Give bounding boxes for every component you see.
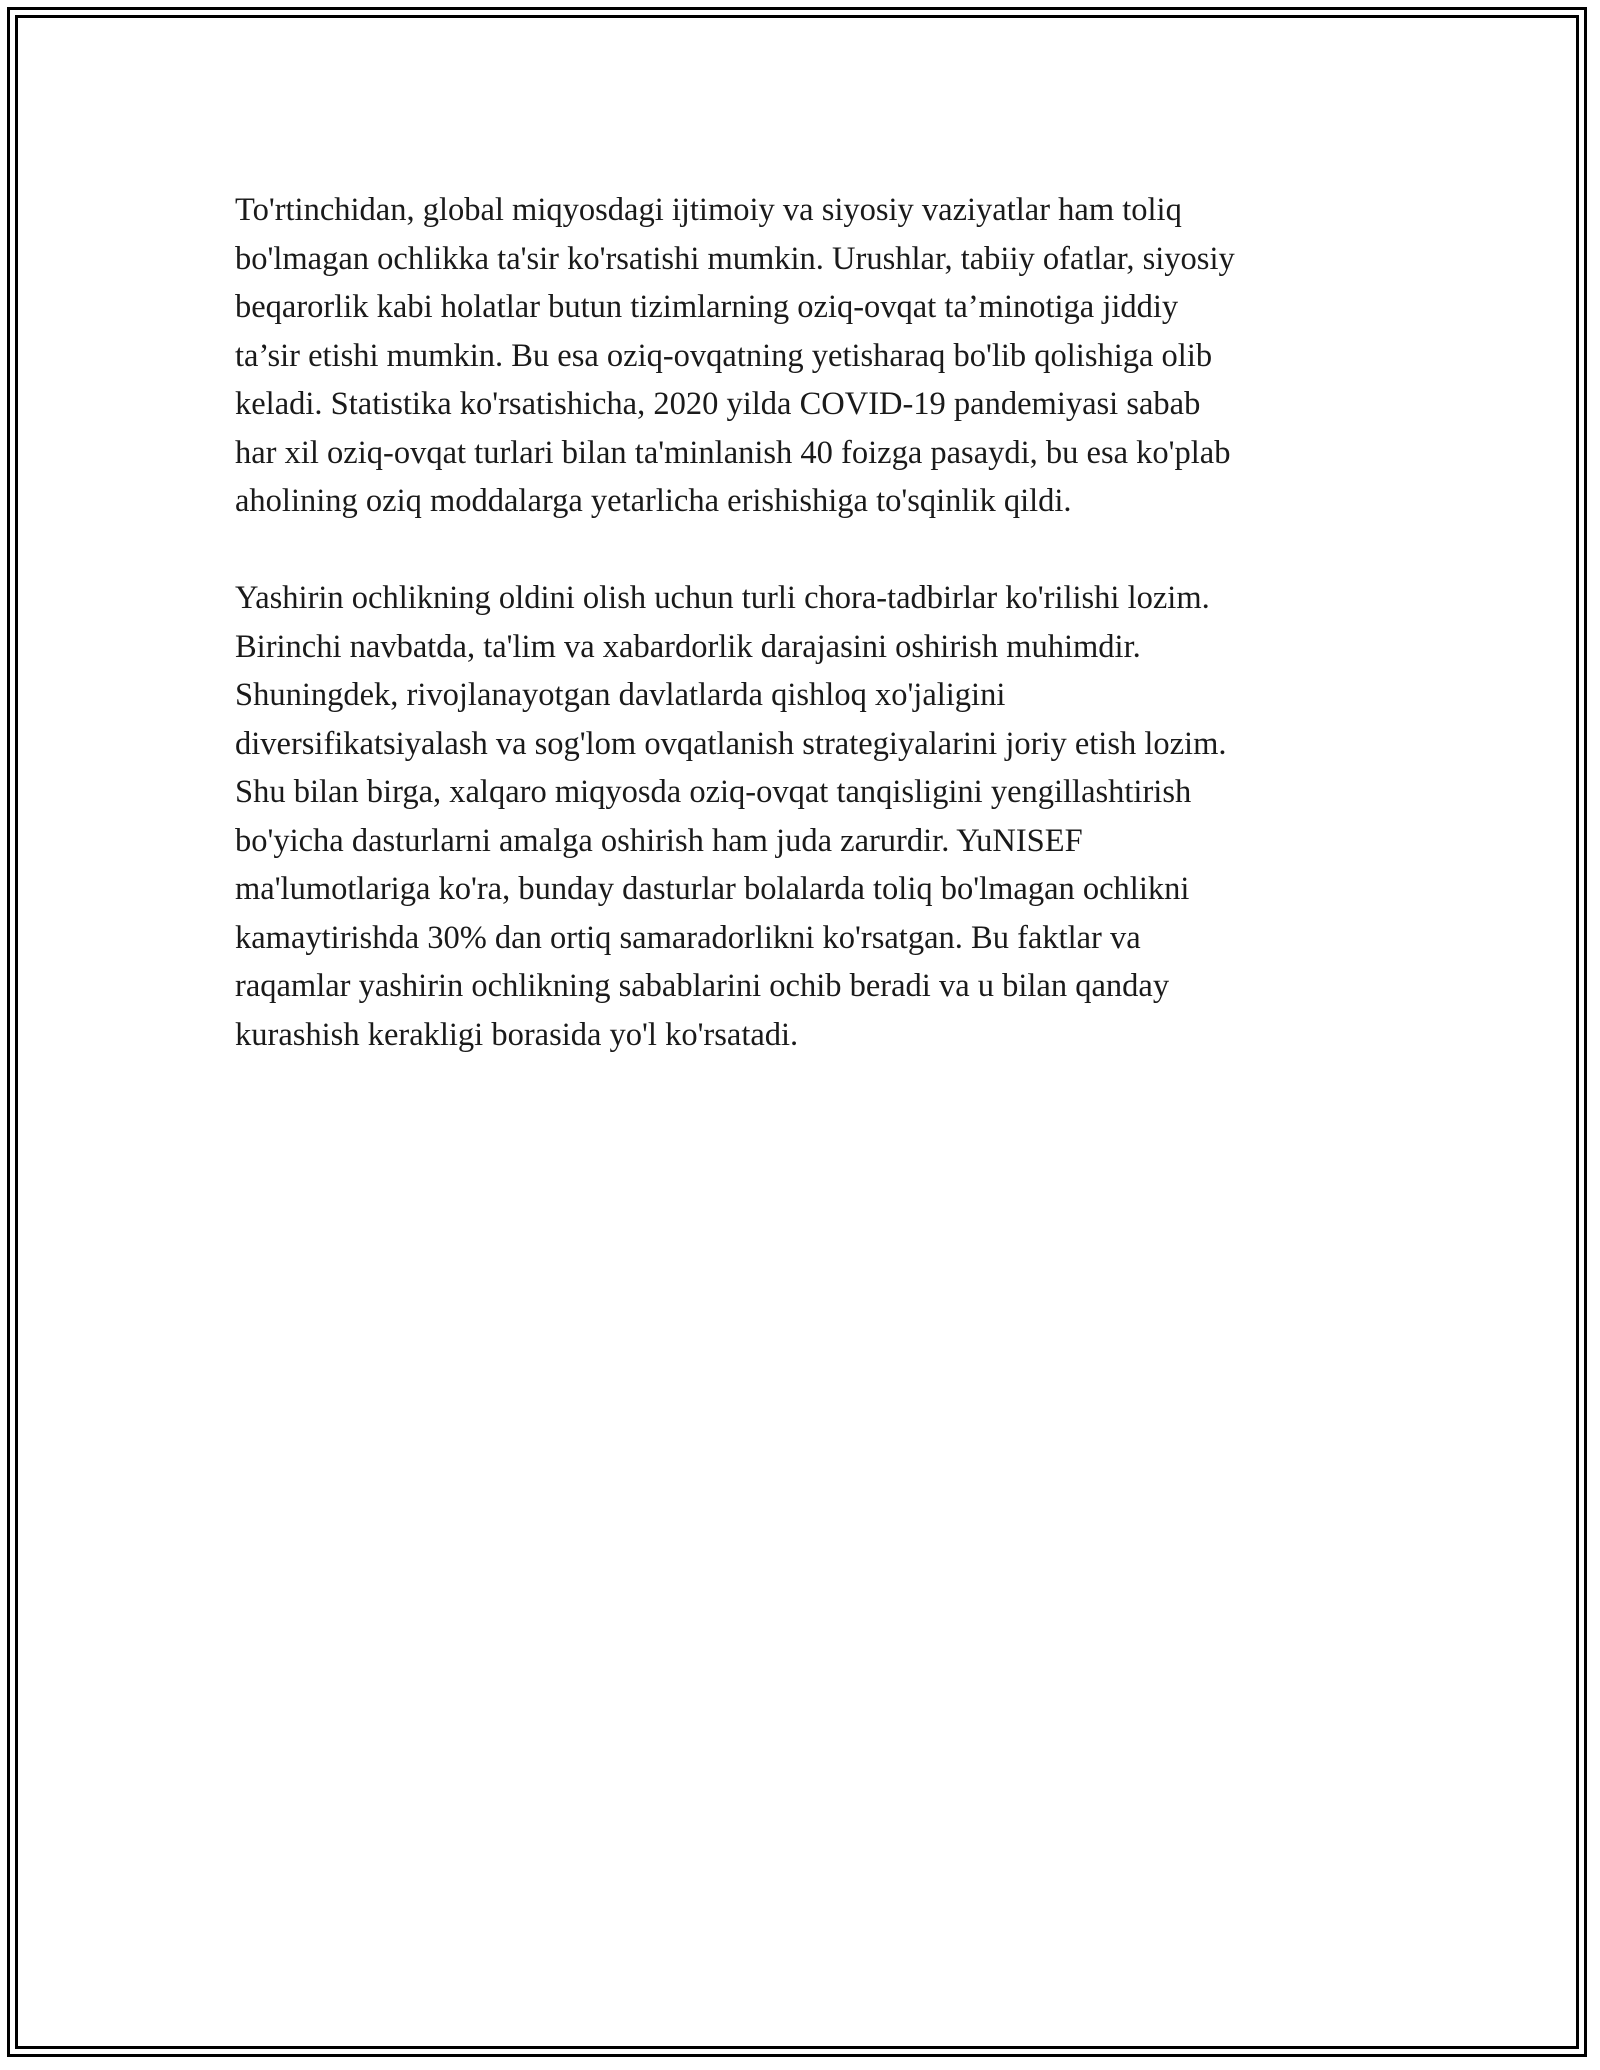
paragraph-2 <box>235 574 1385 1059</box>
text-line: ma'lumotlariga ko'ra, bunday dasturlar bolalarda toliq bo'lmagan ochlikni <box>235 871 1190 907</box>
text-line: bo'lmagan ochlikka ta'sir ko'rsatishi mumkin. Urushlar, tabiiy ofatlar, siyosiy <box>235 240 1235 277</box>
text-line: Shu bilan birga, xalqaro miqyosda oziq-ovqat tanqisligini yengillashtirish <box>235 774 1192 810</box>
text-line: aholining oziq moddalarga yetarlicha erishishiga to'sqinlik qildi. <box>235 483 1072 519</box>
text-line: ta’sir etishi mumkin. Bu esa oziq-ovqatning yetisharaq bo'lib qolishiga olib <box>235 337 1213 374</box>
text-line: Yashirin ochlikning oldini olish uchun turli chora-tadbirlar ko'rilishi lozim. <box>235 580 1210 616</box>
text-line: keladi. Statistika ko'rsatishicha, 2020 yilda COVID-19 pandemiyasi sabab <box>235 386 1201 422</box>
text-line: Birinchi navbatda, ta'lim va xabardorlik darajasini oshirish muhimdir. <box>235 628 1141 665</box>
text-line: har xil oziq-ovqat turlari bilan ta'minlanish 40 foizga pasaydi, bu esa ko'plab <box>235 434 1231 471</box>
paragraph-1 <box>235 186 1385 526</box>
document-body <box>235 186 1385 1059</box>
text-line: To'rtinchidan, global miqyosdagi ijtimoiy va siyosiy vaziyatlar ham toliq <box>235 192 1182 228</box>
text-line: kamaytirishda 30% dan ortiq samaradorlikni ko'rsatgan. Bu faktlar va <box>235 919 1141 956</box>
text-line: raqamlar yashirin ochlikning sabablarini ochib beradi va u bilan qanday <box>235 968 1170 1004</box>
text-line: bo'yicha dasturlarni amalga oshirish ham juda zarurdir. YuNISEF <box>235 822 1083 859</box>
text-line: kurashish kerakligi borasida yo'l ko'rsatadi. <box>235 1016 799 1053</box>
text-line: beqarorlik kabi holatlar butun tizimlarning oziq-ovqat ta’minotiga jiddiy <box>235 289 1179 325</box>
text-line: diversifikatsiyalash va sog'lom ovqatlanish strategiyalarini joriy etish lozim. <box>235 725 1227 762</box>
text-line: Shuningdek, rivojlanayotgan davlatlarda qishloq xo'jaligini <box>235 677 1006 713</box>
